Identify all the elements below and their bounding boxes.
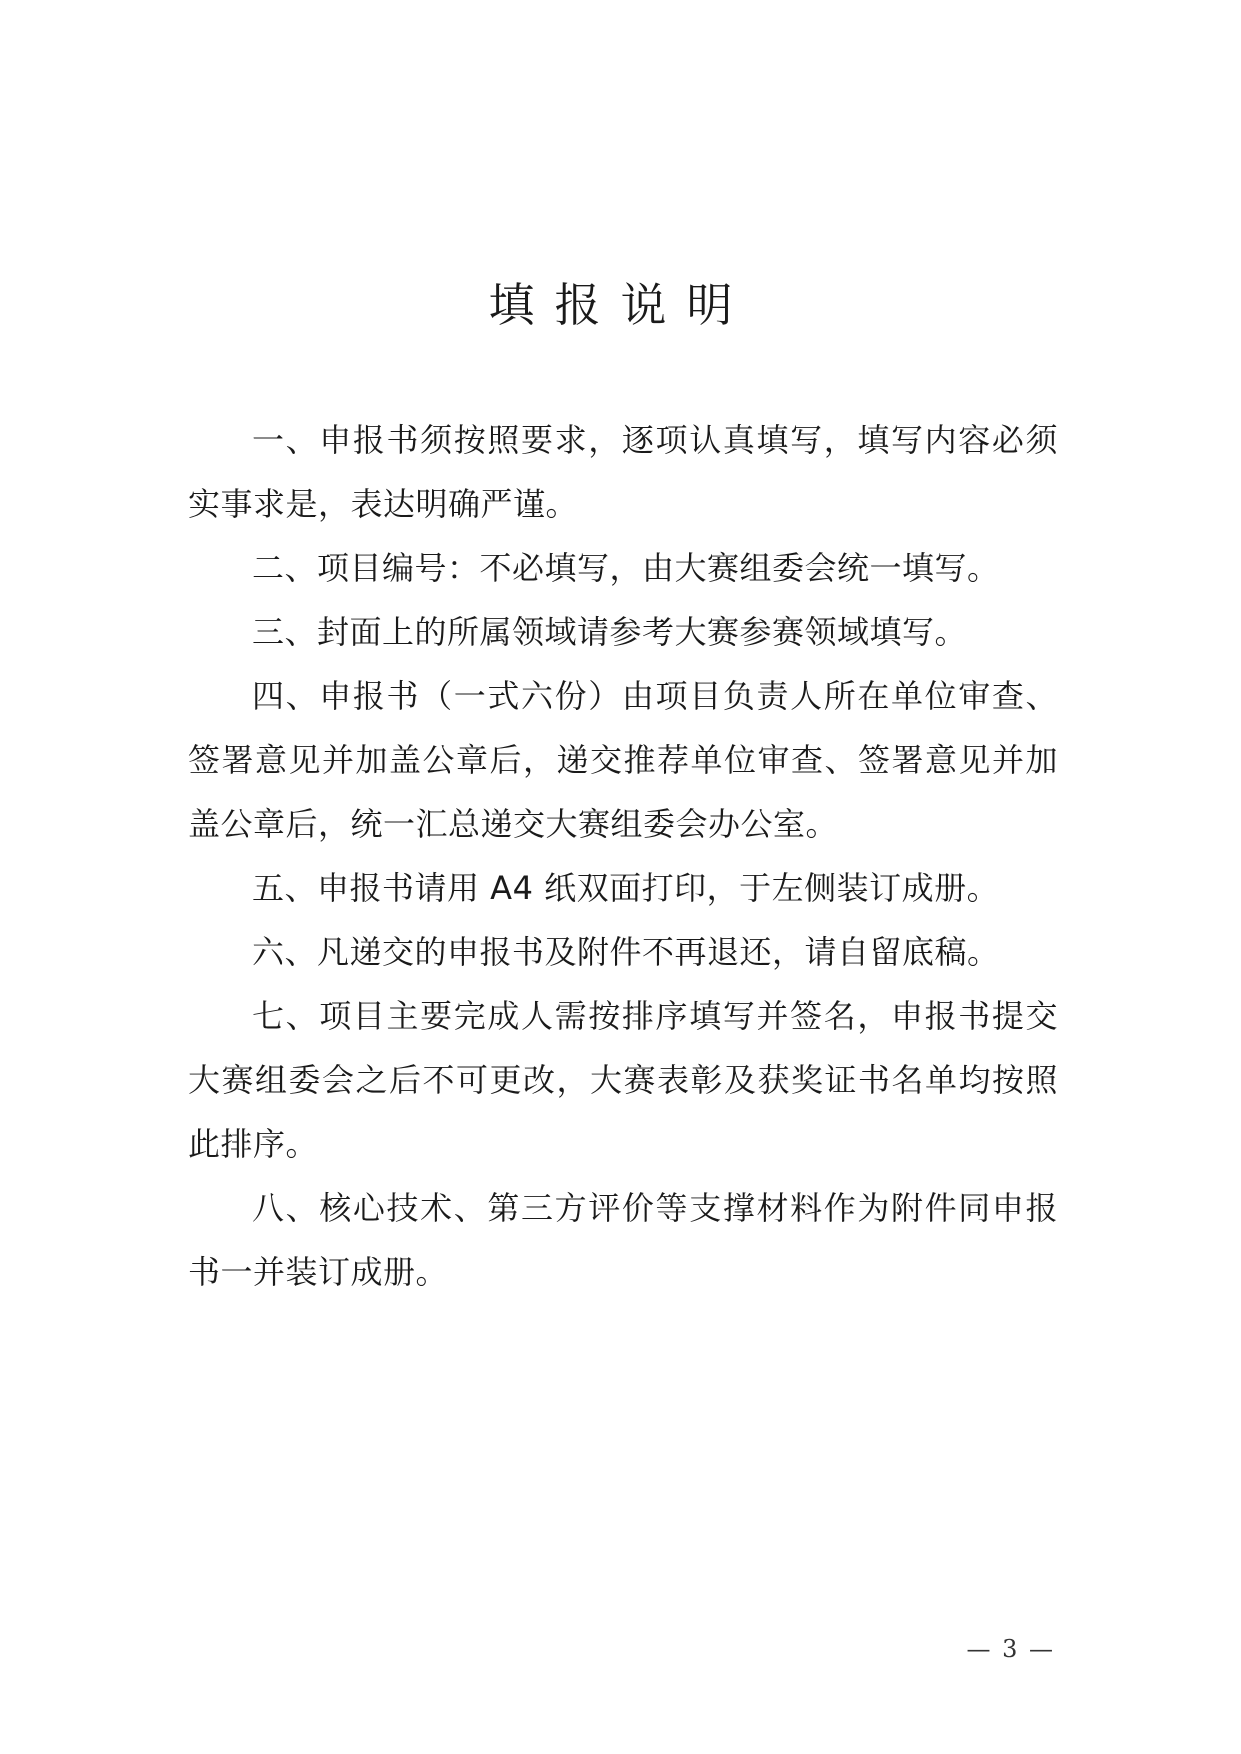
instruction-item-8: 八、核心技术、第三方评价等支撑材料作为附件同申报书一并装订成册。 — [188, 1189, 1058, 1291]
instruction-item-2: 二、项目编号：不必填写，由大赛组委会统一填写。 — [252, 549, 1000, 587]
instruction-item-4: 四、申报书（一式六份）由项目负责人所在单位审查、签署意见并加盖公章后，递交推荐单位审查、签署意见并加盖公章后，统一汇总递交大赛组委会办公室。 — [188, 677, 1058, 843]
page-number: — 3 — — [966, 1635, 1055, 1663]
instruction-item-5: 五、申报书请用 A4 纸双面打印，于左侧装订成册。 — [252, 869, 1000, 907]
instruction-item-7: 七、项目主要完成人需按排序填写并签名，申报书提交大赛组委会之后不可更改，大赛表彰及获奖证书名单均按照此排序。 — [188, 997, 1058, 1163]
page-title: 填报说明 — [488, 278, 753, 332]
instruction-item-6: 六、凡递交的申报书及附件不再退还，请自留底稿。 — [252, 933, 1000, 971]
instruction-item-3: 三、封面上的所属领域请参考大赛参赛领域填写。 — [252, 613, 968, 651]
instruction-item-1: 一、申报书须按照要求，逐项认真填写，填写内容必须实事求是，表达明确严谨。 — [188, 421, 1058, 523]
instructions-body — [188, 408, 1058, 1304]
